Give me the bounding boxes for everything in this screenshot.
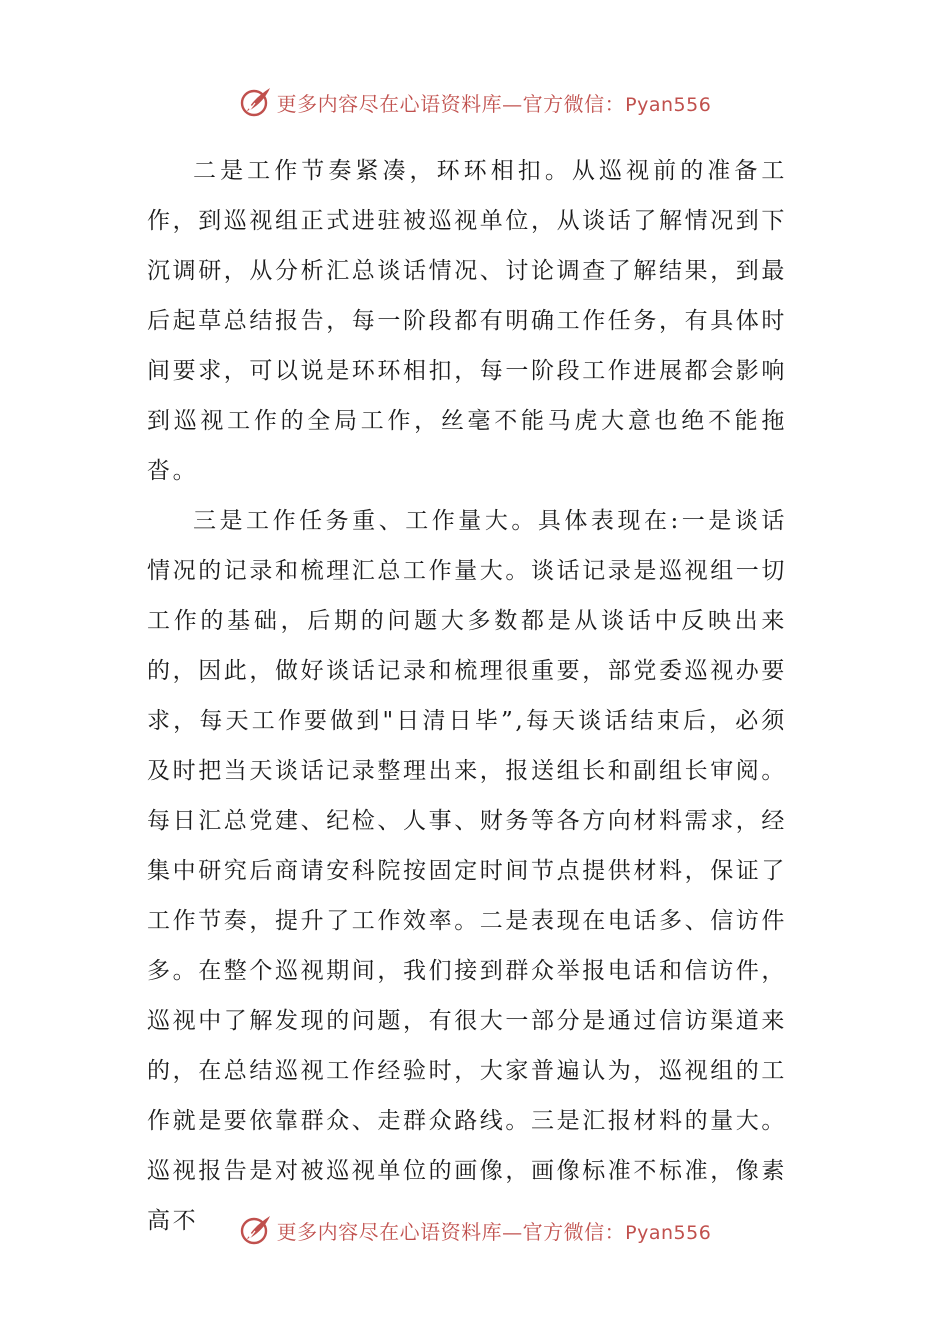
- header-banner-label: 更多内容尽在心语资料库—官方微信：Pyan556: [276, 91, 712, 116]
- footer-banner-label: 更多内容尽在心语资料库—官方微信：Pyan556: [276, 1219, 712, 1244]
- quill-logo-icon: [239, 1213, 273, 1247]
- header-wechat-id: Pyan556: [625, 93, 712, 116]
- paragraph-2: 三是工作任务重、工作量大。具体表现在:一是谈话情况的记录和梳理汇总工作量大。谈话记录是巡视组一切工作的基础，后期的问题大多数都是从谈话中反映出来的，因此，做好谈话记录和梳理很重要，部党委巡视办要求，每天工作要做到"日清日毕”,每天谈话结束后，必须及时把当天谈话记录整理出来，报送组长和副组长审阅。每日汇总党建、纪检、人事、财务等各方向材料需求，经集中研究后商请安科院按固定时间节点提供材料，保证了工作节奏，提升了工作效率。二是表现在电话多、信访件多。在整个巡视期间，我们接到群众举报电话和信访件，巡视中了解发现的问题，有很大一部分是通过信访渠道来的，在总结巡视工作经验时，大家普遍认为，巡视组的工作就是要依靠群众、走群众路线。三是汇报材料的量大。巡视报告是对被巡视单位的画像，画像标准不标准，像素高不: [147, 508, 787, 1234]
- footer-banner: [0, 1210, 950, 1250]
- document-body: [147, 146, 787, 1246]
- footer-wechat-id: Pyan556: [625, 1221, 712, 1244]
- header-banner: [0, 82, 950, 122]
- quill-logo-icon: [239, 85, 273, 119]
- paragraph-1: 二是工作节奏紧凑，环环相扣。从巡视前的准备工作，到巡视组正式进驻被巡视单位，从谈话了解情况到下沉调研，从分析汇总谈话情况、讨论调查了解结果，到最后起草总结报告，每一阶段都有明确工作任务，有具体时间要求，可以说是环环相扣，每一阶段工作进展都会影响到巡视工作的全局工作，丝毫不能马虎大意也绝不能拖沓。: [147, 158, 787, 484]
